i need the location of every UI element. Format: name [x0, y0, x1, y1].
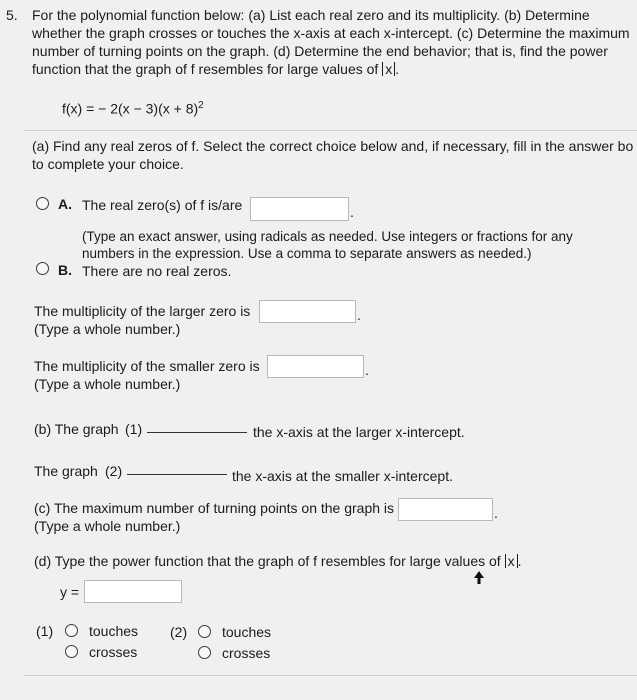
turning-points-input[interactable]: [398, 498, 493, 521]
larger-multiplicity-input[interactable]: [259, 300, 356, 323]
question-line-4: function that the graph of f resembles for large values of x .: [32, 61, 400, 77]
larger-multiplicity-hint: (Type a whole number.): [34, 321, 181, 337]
option-a-hint: (Type an exact answer, using radicals as needed. Use integers or fractions for any numbers in the expression. Use a comma to separate answers as needed.): [82, 229, 573, 261]
divider: [24, 130, 637, 131]
graph1-number: (1): [125, 421, 143, 437]
part-c-label: (c) The maximum number of turning points on the graph is: [34, 500, 395, 516]
abs-x-d: x: [505, 554, 518, 568]
group2-touches-label: touches: [222, 624, 272, 640]
group2-touches-radio[interactable]: [198, 625, 211, 638]
smaller-multiplicity-label: The multiplicity of the smaller zero is: [34, 358, 260, 374]
group1-touches-radio[interactable]: [65, 624, 78, 637]
bottom-divider: [24, 675, 637, 676]
group1-crosses-label: crosses: [89, 644, 138, 660]
smaller-multiplicity-hint: (Type a whole number.): [34, 376, 181, 392]
smaller-multiplicity-input[interactable]: [267, 355, 364, 378]
question-text: [32, 6, 637, 78]
y-equals-label: y =: [60, 584, 80, 600]
part-a-prompt: (a) Find any real zeros of f. Select the correct choice below and, if necessary, fill in the answer bo to complete your choice.: [32, 138, 634, 172]
option-a-radio[interactable]: [36, 197, 49, 210]
option-b-letter: B.: [58, 262, 72, 278]
question-number: 5.: [6, 7, 18, 23]
power-function-input[interactable]: [84, 580, 182, 603]
graph1-blank[interactable]: [147, 432, 247, 433]
real-zeros-input[interactable]: [250, 197, 349, 221]
question-line-2: whether the graph crosses or touches the x-axis at each x-intercept. (c) Determine the maximum: [32, 25, 630, 41]
graph2-number: (2): [105, 463, 123, 479]
choice-group1-label: (1): [36, 623, 54, 639]
abs-x: x: [382, 62, 395, 76]
question-line-1: For the polynomial function below: (a) List each real zero and its multiplicity. (b) Determine: [32, 7, 590, 23]
choice-group2-label: (2): [170, 624, 188, 640]
option-a-letter: A.: [58, 196, 72, 212]
function-definition: f(x) = − $2(x - 3)(x + 8)^2$: [62, 100, 204, 117]
option-a-text: The real zero(s) of f is/are: [82, 197, 243, 213]
group1-crosses-radio[interactable]: [65, 645, 78, 658]
part-c-hint: (Type a whole number.): [34, 518, 181, 534]
part-b-graph2-pre: The graph: [34, 463, 98, 479]
option-b-radio[interactable]: [36, 262, 49, 275]
question-line-3: number of turning points on the graph. (d) Determine the end behavior; that is, find the power: [32, 43, 608, 59]
larger-multiplicity-label: The multiplicity of the larger zero is: [34, 303, 251, 319]
graph2-blank[interactable]: [127, 474, 227, 475]
group2-crosses-radio[interactable]: [198, 646, 211, 659]
cursor-icon: [473, 571, 485, 585]
group1-touches-label: touches: [89, 623, 139, 639]
part-b-graph1-pre: (b) The graph: [34, 421, 119, 437]
part-d-label: (d) Type the power function that the graph of f resembles for large values of x .: [34, 553, 522, 569]
group2-crosses-label: crosses: [222, 645, 271, 661]
option-b-text: There are no real zeros.: [82, 263, 232, 279]
part-b-graph2-post: the x-axis at the smaller x-intercept.: [232, 468, 453, 484]
part-b-graph1-post: the x-axis at the larger x-intercept.: [253, 424, 465, 440]
